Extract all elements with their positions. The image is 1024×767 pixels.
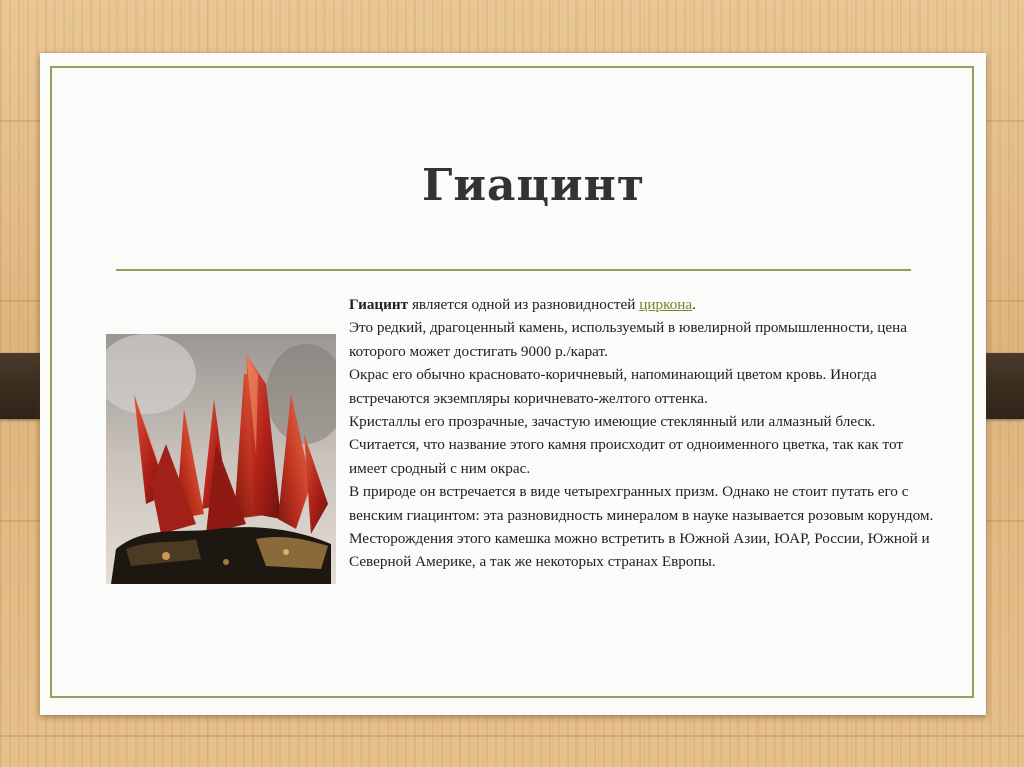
slide-title: Гиацинт (422, 160, 646, 211)
wood-plank-seam (0, 735, 1024, 737)
intro-text: является одной из разновидностей (408, 296, 640, 313)
title-divider (116, 269, 911, 271)
zircon-link[interactable]: циркона (639, 296, 693, 313)
intro-text-end: . (692, 296, 696, 313)
body-line: имеет сродный с ним окрас. (349, 459, 531, 477)
body-line: В природе он встречается в виде четырехгранных призм. Однако не стоит путать его с (349, 483, 909, 501)
slide-body-text (349, 293, 934, 574)
body-line: Это редкий, драгоценный камень, используемый в ювелирной промышленности, цена (349, 319, 908, 337)
body-line: которого может достигать 9000 р./карат. (349, 342, 608, 360)
body-line: венским гиацинтом: эта разновидность минералом в науке называется розовым корундом. (349, 506, 934, 524)
hyacinth-crystal-photo (106, 334, 336, 584)
intro-bold-term: Гиацинт (349, 296, 409, 313)
body-line: Кристаллы его прозрачные, зачастую имеющие стеклянный или алмазный блеск. (349, 413, 876, 431)
body-line: Окрас его обычно красновато-коричневый, напоминающий цветом кровь. Иногда (349, 366, 877, 384)
body-line: Считается, что название этого камня происходит от одноименного цветка, так как тот (349, 436, 903, 454)
body-line: Месторождения этого камешка можно встретить в Южной Азии, ЮАР, России, Южной и (349, 530, 930, 548)
body-line: встречаются экземпляры коричневато-желтого оттенка. (349, 389, 708, 407)
body-line: Северной Америке, а так же некоторых странах Европы. (349, 553, 716, 571)
intro-line (349, 293, 929, 316)
